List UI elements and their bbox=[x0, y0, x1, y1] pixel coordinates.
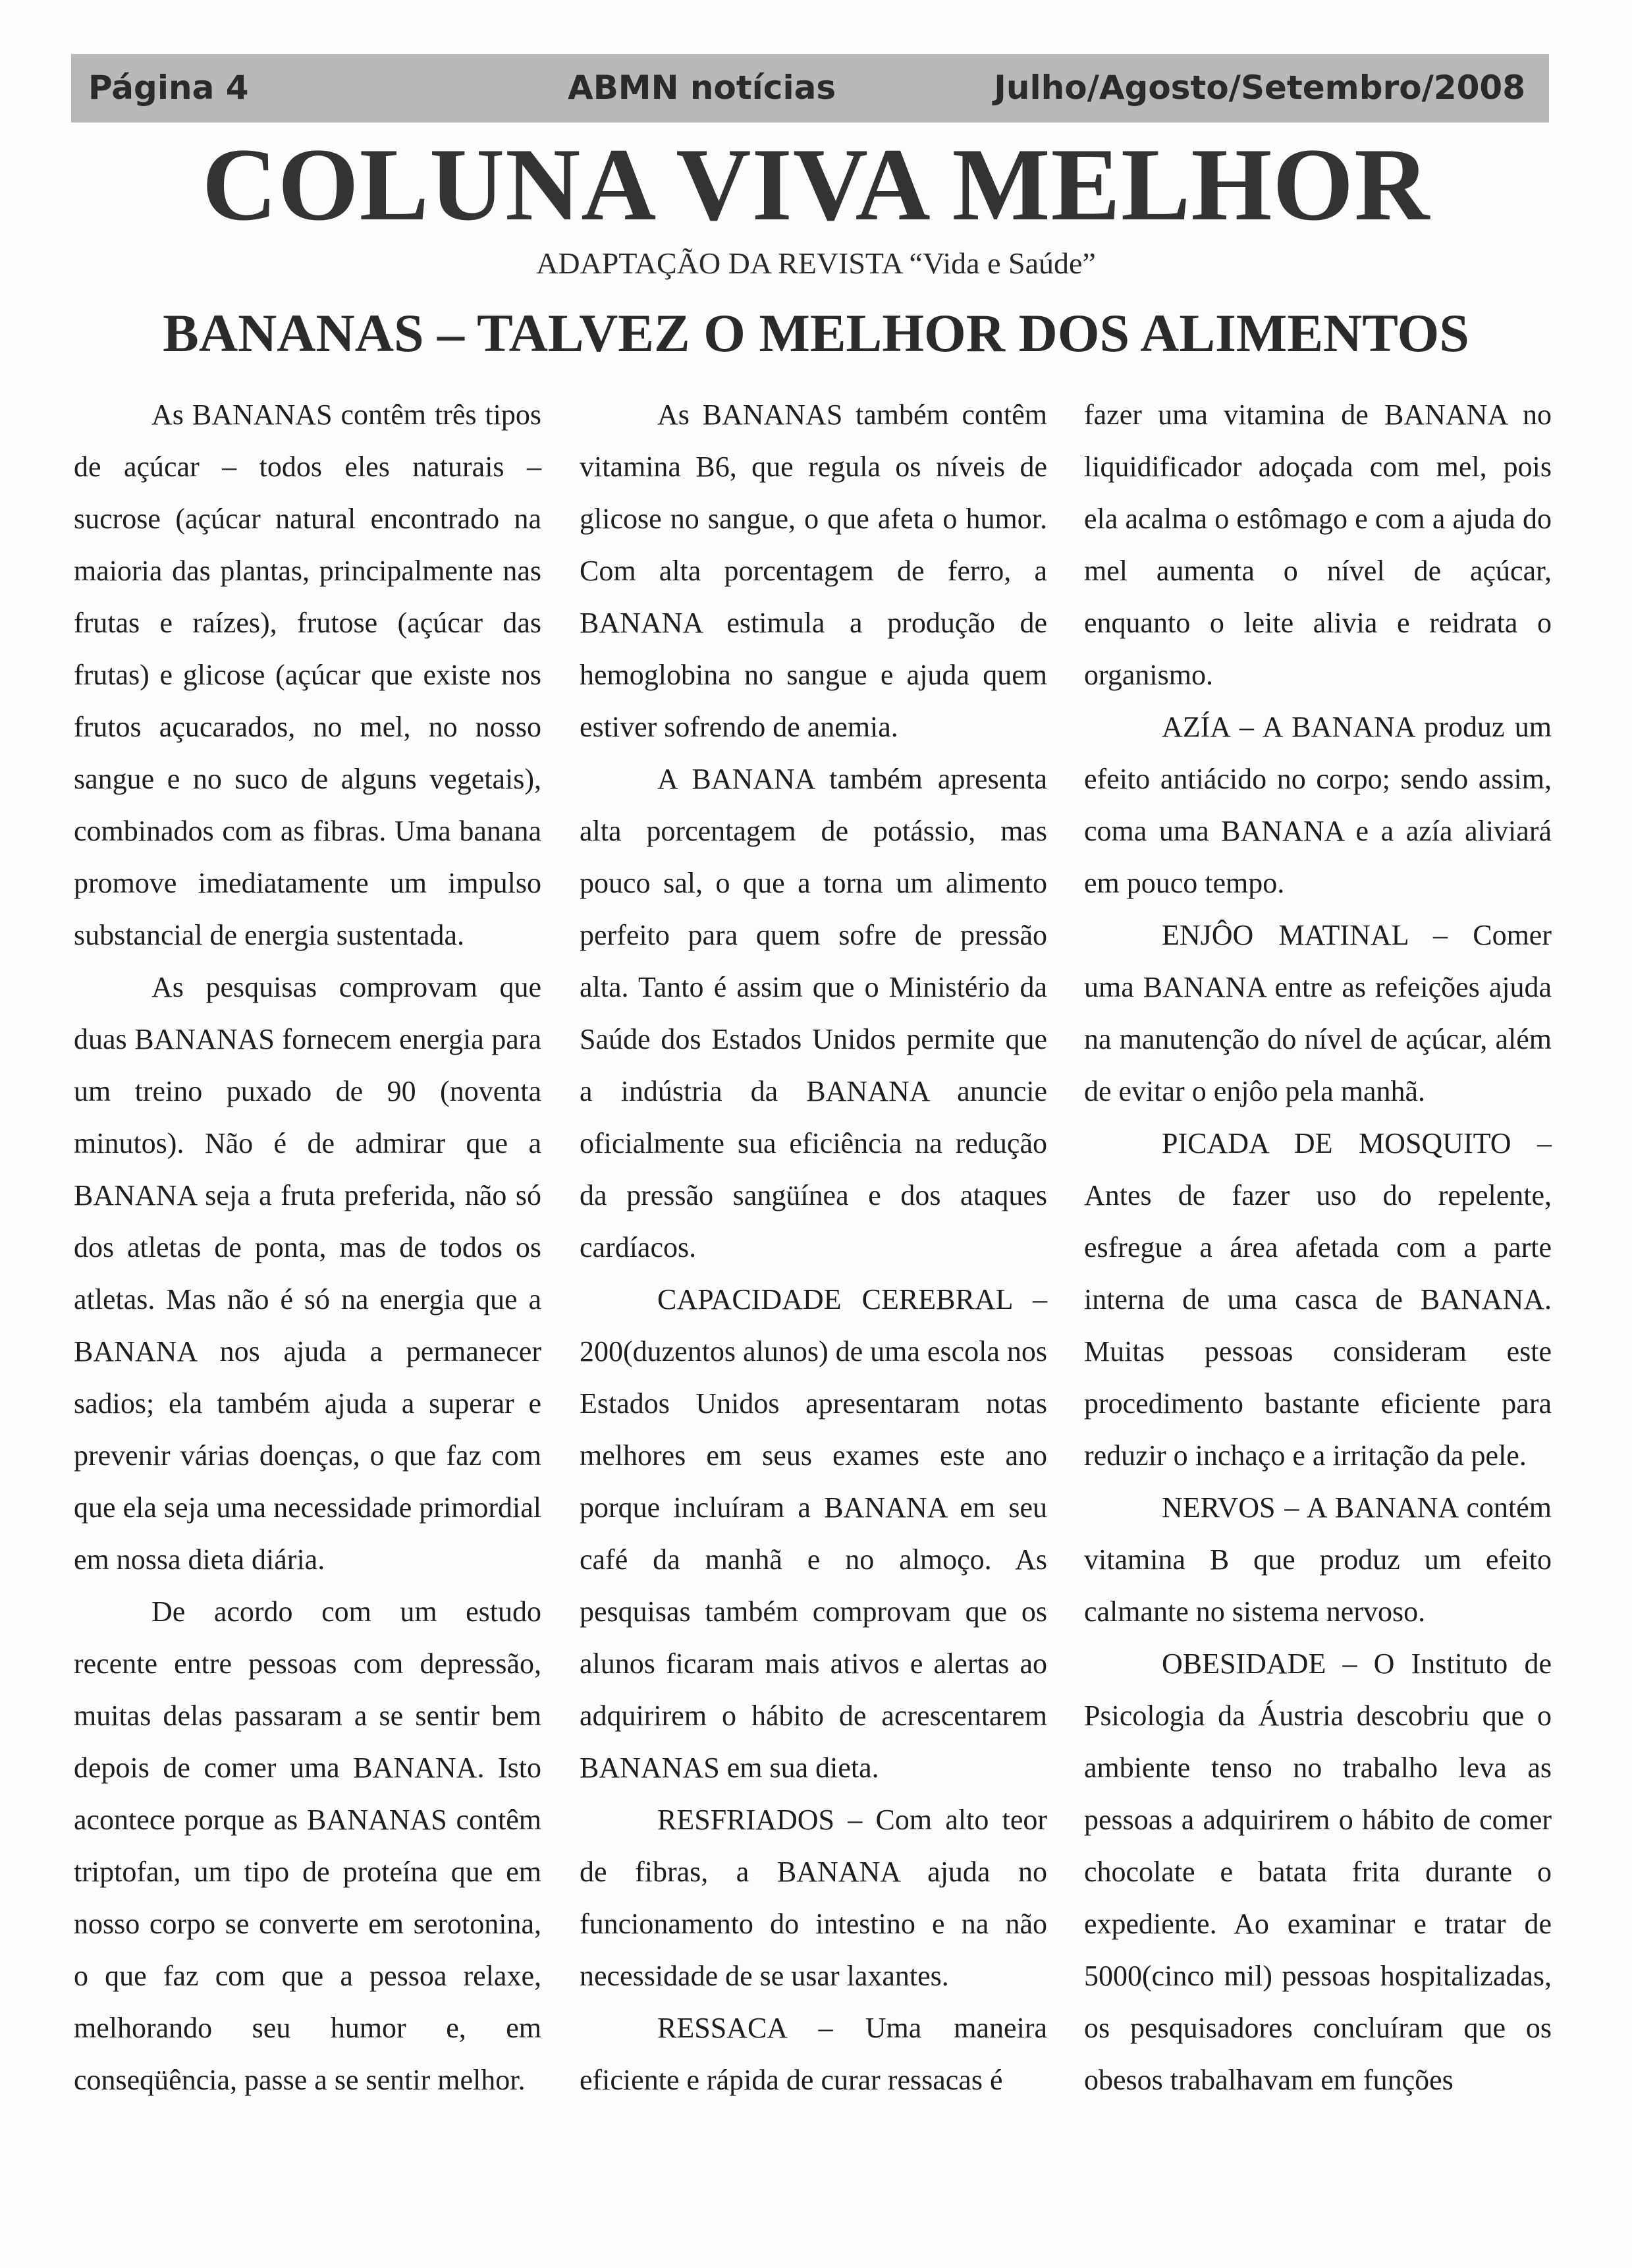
page-number-label: Página 4 bbox=[88, 69, 249, 107]
issue-date: Julho/Agosto/Setembro/2008 bbox=[994, 69, 1525, 107]
paragraph: As pesquisas comprovam que duas BANANAS fornecem energia para um treino puxado de 90 (noventa minutos). Não é de admirar que a BANANA seja a fruta preferida, não só dos atletas de ponta, mas de todos os atletas. Mas não é só na energia que a BANANA nos ajuda a permanecer sadios; ela também ajuda a superar e prevenir várias doenças, o que faz com que ela seja uma necessidade primordial em nossa dieta diária. bbox=[74, 971, 541, 1576]
paragraph: PICADA DE MOSQUITO – Antes de fazer uso do repelente, esfregue a área afetada com a parte interna de uma casca de BANANA. Muitas pessoas consideram este procedimento bastante eficiente para reduzir o inchaço e a irritação da pele. bbox=[1084, 1127, 1552, 1472]
article-column-2 bbox=[580, 389, 1047, 2106]
column-subtitle: ADAPTAÇÃO DA REVISTA “Vida e Saúde” bbox=[536, 246, 1096, 280]
paragraph: OBESIDADE – O Instituto de Psicologia da Áustria descobriu que o ambiente tenso no trabalho leva as pessoas a adquirirem o hábito de comer chocolate e batata frita durante o expediente. Ao examinar e tratar de 5000(cinco mil) pessoas hospitalizadas, os pesquisadores concluíram que os obesos trabalhavam em funções bbox=[1084, 1647, 1552, 2096]
paragraph: CAPACIDADE CEREBRAL – 200(duzentos alunos) de uma escola nos Estados Unidos apresentaram notas melhores em seus exames este ano porque incluíram a BANANA em seu café da manhã e no almoço. As pesquisas também comprovam que os alunos ficaram mais ativos e alertas ao adquirirem o hábito de acrescentarem BANANAS em sua dieta. bbox=[580, 1283, 1047, 1784]
paragraph: RESSACA – Uma maneira eficiente e rápida de curar ressacas é bbox=[580, 2012, 1047, 2096]
article-headline: BANANAS – TALVEZ O MELHOR DOS ALIMENTOS bbox=[163, 303, 1469, 363]
paragraph: NERVOS – A BANANA contém vitamina B que produz um efeito calmante no sistema nervoso. bbox=[1084, 1491, 1552, 1628]
paragraph: As BANANAS também contêm vitamina B6, que regula os níveis de glicose no sangue, o que afeta o humor. Com alta porcentagem de ferro, a BANANA estimula a produção de hemoglobina no sangue e ajuda quem estiver sofrendo de anemia. bbox=[580, 399, 1047, 743]
paragraph: A BANANA também apresenta alta porcentagem de potássio, mas pouco sal, o que a torna um alimento perfeito para quem sofre de pressão alta. Tanto é assim que o Ministério da Saúde dos Estados Unidos permite que a indústria da BANANA anuncie oficialmente sua eficiência na redução da pressão sangüínea e dos ataques cardíacos. bbox=[580, 763, 1047, 1263]
article-column-3 bbox=[1084, 389, 1552, 2106]
paragraph: As BANANAS contêm três tipos de açúcar – todos eles naturais – sucrose (açúcar natural encontrado na maioria das plantas, principalmente nas frutas e raízes), frutose (açúcar das frutas) e glicose (açúcar que existe nos frutos açucarados, no mel, no nosso sangue e no suco de alguns vegetais), combinados com as fibras. Uma banana promove imediatamente um impulso substancial de energia sustentada. bbox=[74, 399, 541, 951]
publication-name: ABMN notícias bbox=[568, 69, 836, 107]
article-column-1 bbox=[74, 389, 541, 2106]
paragraph: RESFRIADOS – Com alto teor de fibras, a BANANA ajuda no funcionamento do intestino e na não necessidade de se usar laxantes. bbox=[580, 1804, 1047, 1992]
paragraph-continuation: fazer uma vitamina de BANANA no liquidificador adoçada com mel, pois ela acalma o estômago e com a ajuda do mel aumenta o nível de açúcar, enquanto o leite alivia e reidrata o organismo. bbox=[1084, 399, 1552, 691]
page-header-bar bbox=[71, 54, 1549, 123]
column-title: COLUNA VIVA MELHOR bbox=[202, 127, 1430, 242]
paragraph: De acordo com um estudo recente entre pessoas com depressão, muitas delas passaram a se sentir bem depois de comer uma BANANA. Isto acontece porque as BANANAS contêm triptofan, um tipo de proteína que em nosso corpo se converte em serotonina, o que faz com que a pessoa relaxe, melhorando seu humor e, em conseqüência, passe a se sentir melhor. bbox=[74, 1595, 541, 2096]
paragraph: AZÍA – A BANANA produz um efeito antiácido no corpo; sendo assim, coma uma BANANA e a azía aliviará em pouco tempo. bbox=[1084, 711, 1552, 899]
paragraph: ENJÔO MATINAL – Comer uma BANANA entre as refeições ajuda na manutenção do nível de açúcar, além de evitar o enjôo pela manhã. bbox=[1084, 919, 1552, 1107]
